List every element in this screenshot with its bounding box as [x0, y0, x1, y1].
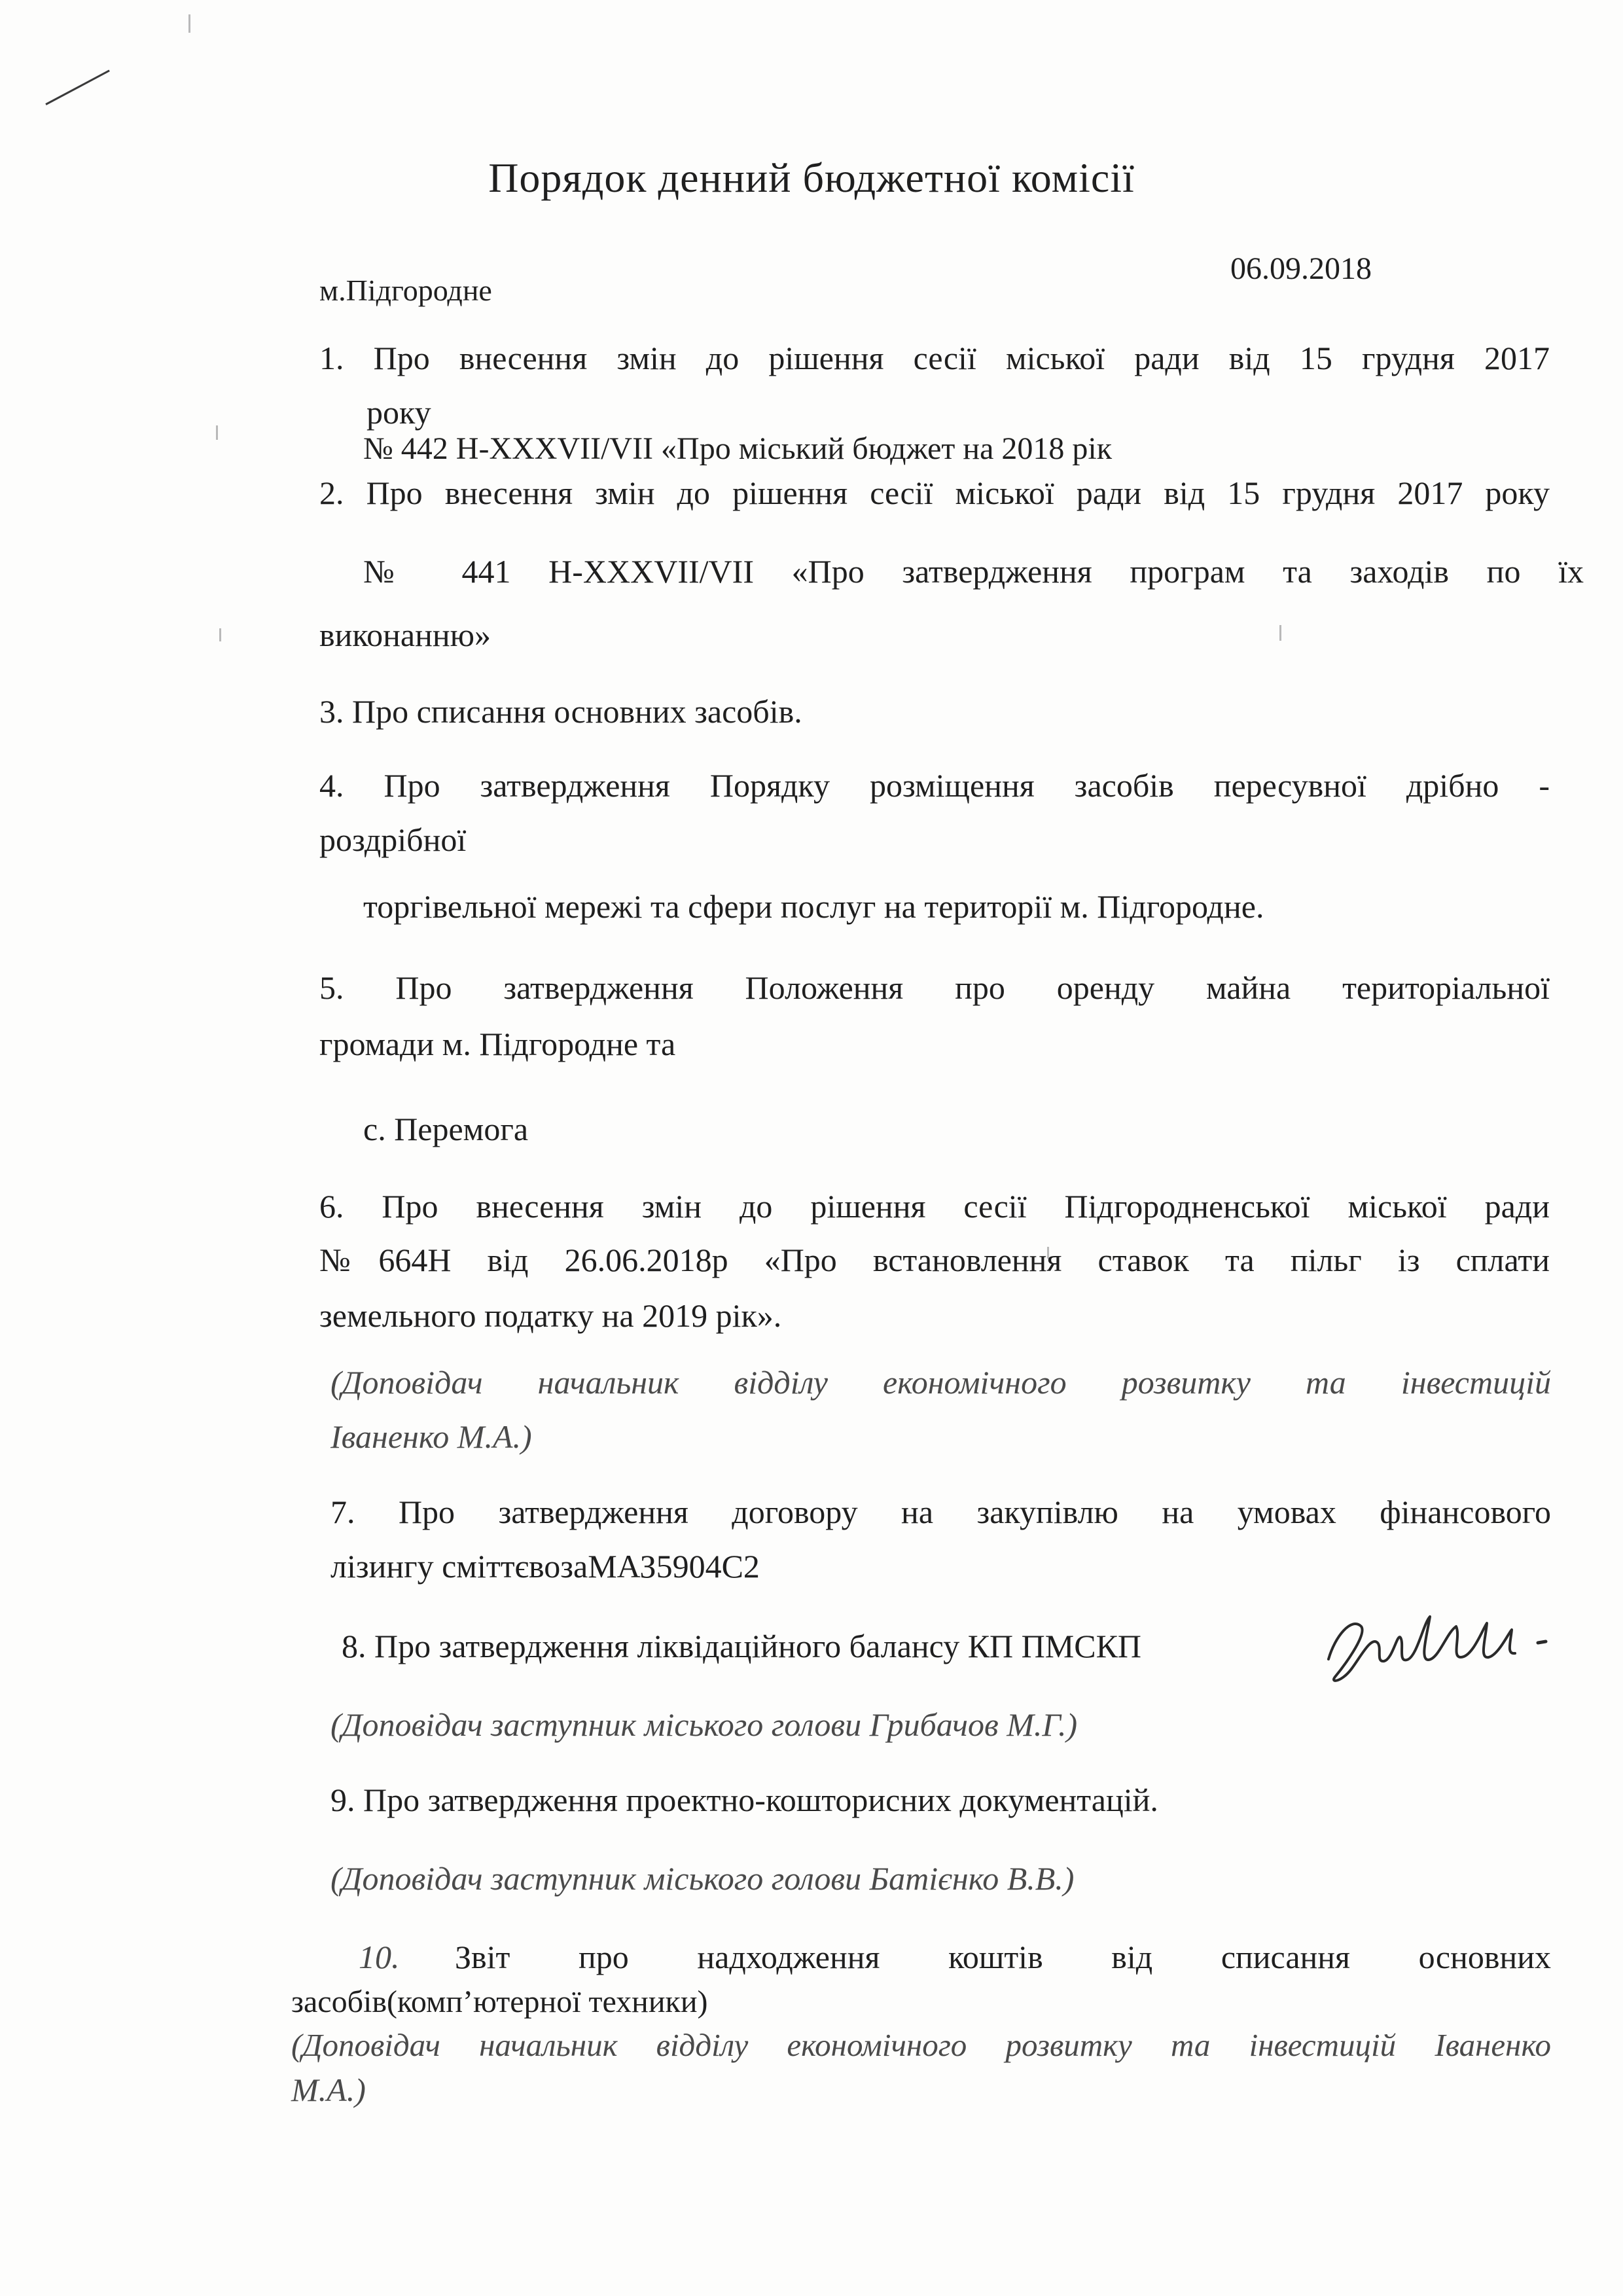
agenda-item-4-line-3: торгівельної мережі та сфери послуг на території м. Підгородне. — [363, 888, 1264, 925]
scan-speck — [1279, 625, 1281, 641]
document-date: 06.09.2018 — [1230, 251, 1372, 286]
page-title: Порядок денний бюджетної комісії — [488, 154, 1135, 201]
agenda-item-6-line-3: земельного податку на 2019 рік». — [319, 1297, 782, 1334]
agenda-item-1-line-1: 1. Про внесення змін до рішення сесії міської ради від 15 грудня 2017 — [319, 340, 1550, 376]
scan-speck — [216, 425, 218, 440]
agenda-item-6-speaker-line-1: (Доповідач начальник відділу економічного розвитку та інвестицій — [330, 1364, 1551, 1401]
agenda-item-3-line-1: 3. Про списання основних засобів. — [319, 693, 802, 730]
agenda-item-4-line-2: роздрібної — [319, 821, 467, 858]
agenda-item-8-line-1: 8. Про затвердження ліквідаційного балансу КП ПМСКП — [342, 1628, 1142, 1664]
agenda-item-2-line-1: 2. Про внесення змін до рішення сесії міської ради від 15 грудня 2017 року — [319, 475, 1550, 511]
agenda-item-4-line-1: 4. Про затвердження Порядку розміщення засобів пересувної дрібно - — [319, 767, 1550, 804]
agenda-item-7-line-2: лізингу сміттєвозаМАЗ5904С2 — [330, 1548, 760, 1585]
agenda-item-6-line-2: №664Н від 26.06.2018р «Про встановлення ставок та пільг із сплати — [319, 1242, 1550, 1278]
agenda-item-7-line-1: 7. Про затвердження договору на закупівлю на умовах фінансового — [330, 1494, 1551, 1530]
agenda-item-10-speaker-line-1: (Доповідач начальник відділу економічного розвитку та інвестицій Іваненко — [291, 2027, 1551, 2063]
scan-speck — [219, 628, 221, 641]
agenda-item-1-line-3: № 442 Н-XXXVII/VII «Про міський бюджет на 2018 рік — [363, 431, 1113, 466]
agenda-item-5-line-3: с. Перемога — [363, 1111, 529, 1147]
agenda-item-10-line-1: Звіт про надходження коштів від списання основних — [455, 1939, 1551, 1975]
agenda-item-5-line-2: громади м. Підгородне та — [319, 1026, 676, 1062]
agenda-item-10-number: 10. — [359, 1939, 400, 1975]
place-name: м.Підгородне — [319, 274, 492, 307]
agenda-item-8-speaker: (Доповідач заступник міського голови Грибачов М.Г.) — [330, 1706, 1078, 1743]
agenda-item-2-line-3: виконанню» — [319, 617, 491, 653]
agenda-item-6-line-1: 6. Про внесення змін до рішення сесії Підгородненської міської ради — [319, 1188, 1550, 1225]
agenda-item-1-line-2: року — [366, 394, 431, 431]
agenda-item-6-speaker-line-2: Іваненко М.А.) — [330, 1418, 532, 1455]
agenda-item-2-line-2: № 441 Н-XXXVII/VII «Про затвердження програм та заходів по їх — [363, 553, 1584, 590]
agenda-item-5-line-1: 5. Про затвердження Положення про оренду майна територіальної — [319, 969, 1550, 1006]
scan-speck — [188, 14, 190, 33]
handwritten-signature — [1315, 1597, 1577, 1689]
agenda-item-9-line-1: 9. Про затвердження проектно-кошторисних документацій. — [330, 1782, 1158, 1818]
agenda-item-10-speaker-line-2: М.А.) — [291, 2072, 366, 2108]
agenda-item-10-line-2: засобів(комп’ютерної техники) — [291, 1984, 708, 2019]
agenda-item-9-speaker: (Доповідач заступник міського голови Батієнко В.В.) — [330, 1860, 1075, 1897]
pen-stroke-mark — [45, 70, 110, 105]
